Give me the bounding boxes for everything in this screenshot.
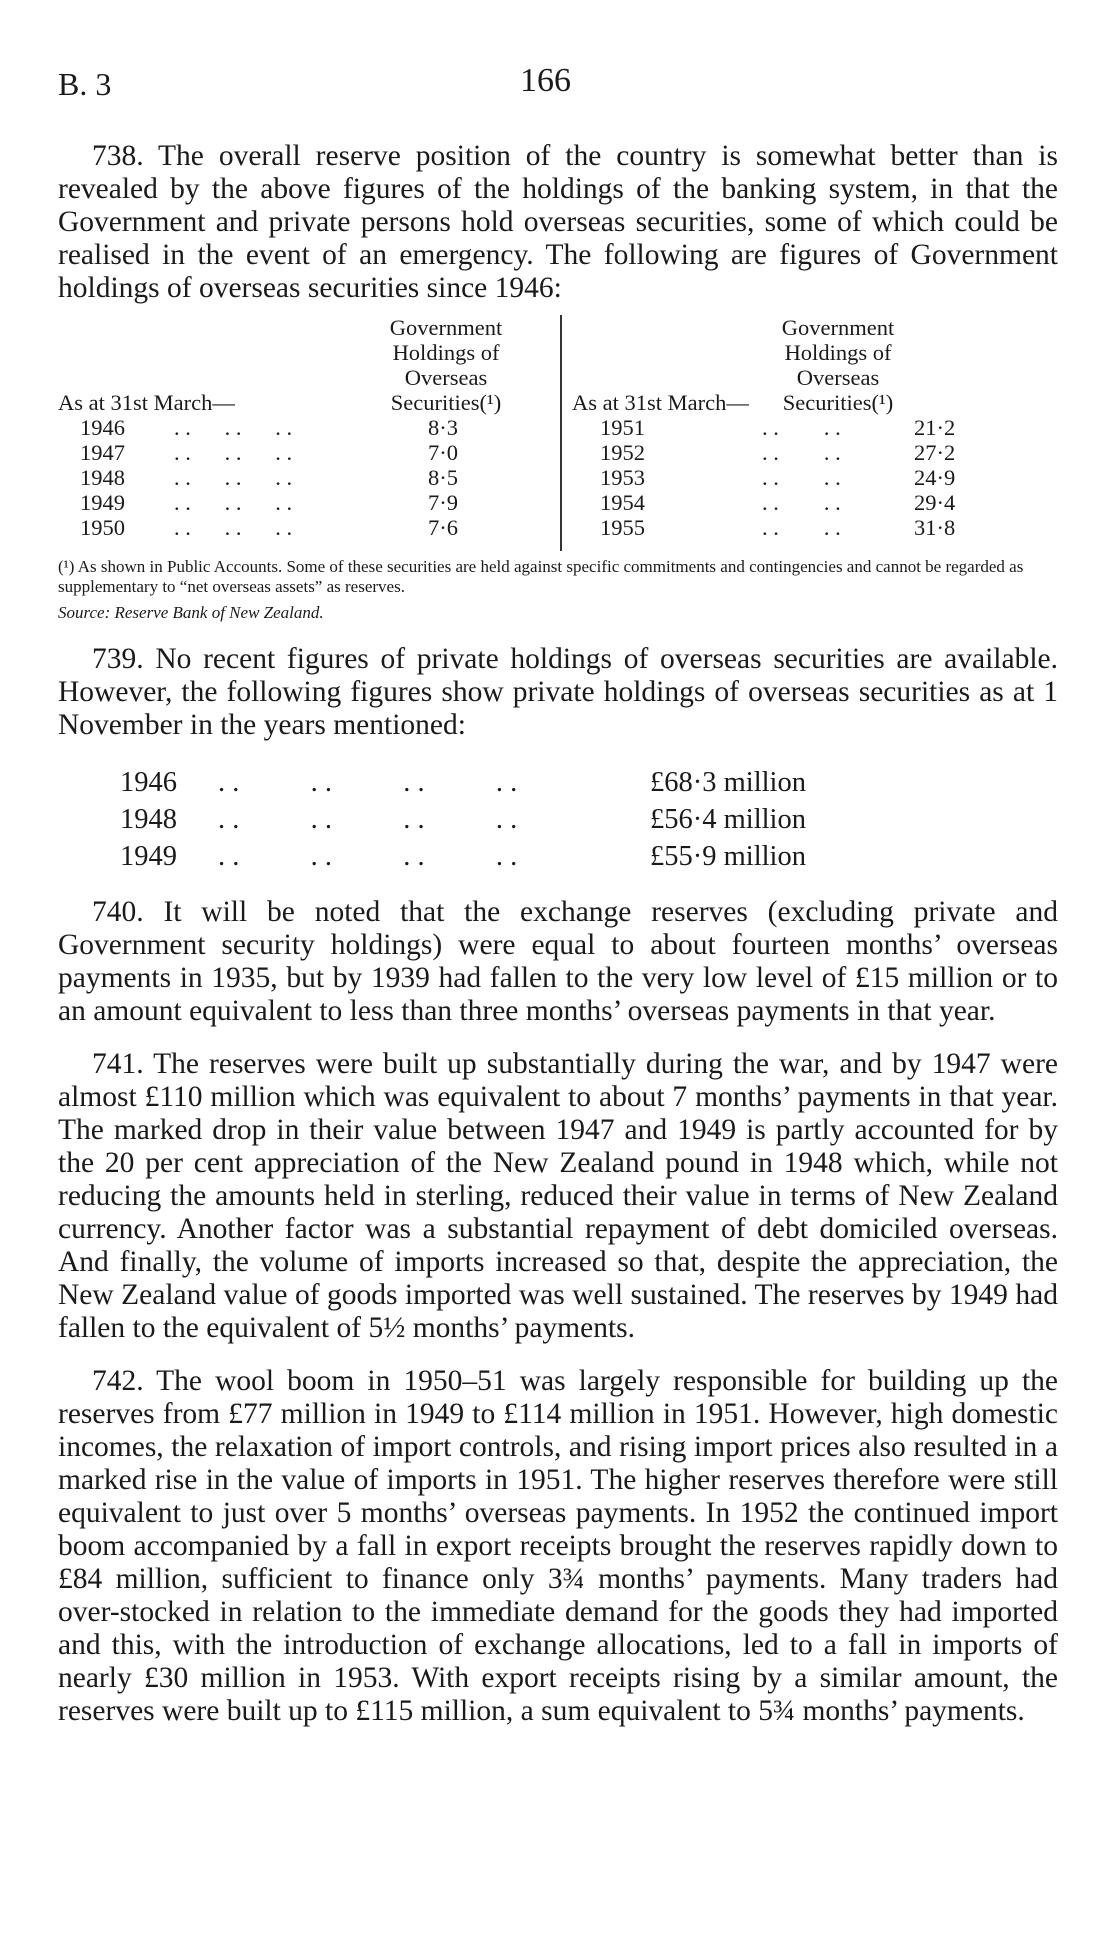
left-date-header: As at 31st March— — [58, 390, 235, 415]
table-row-value: 8·3 — [428, 415, 458, 440]
dot-leader: . . . . . . . . — [218, 767, 518, 798]
table-row: 1952 — [600, 440, 645, 465]
table-row-value: 31·8 — [914, 515, 956, 540]
table-row-value: 7·0 — [428, 440, 458, 465]
dot-leader: . . . . . . — [174, 515, 293, 540]
paragraph-739: 739. No recent figures of private holdings of overseas securities are available. However, the following figures show private holdings of overseas securities as at 1 November in the years mentioned: — [58, 643, 1058, 741]
dot-leader: . . . . — [762, 440, 841, 465]
row-year: 1949 — [80, 490, 125, 515]
dot-leader: . . . . . . . . — [218, 841, 518, 872]
dot-leader: . . . . . . . . — [218, 804, 518, 835]
header-line: Holdings of — [392, 340, 500, 365]
row-year: 1950 — [80, 515, 125, 540]
table-row — [80, 415, 125, 440]
table-row: 1951 — [600, 415, 645, 440]
table-row-value: £55·9 million — [650, 841, 806, 872]
dot-leader: . . . . . . — [174, 490, 293, 515]
header-line: Holdings of — [784, 340, 892, 365]
table-row-value: 21·2 — [914, 415, 956, 440]
dot-leader: . . . . — [762, 515, 841, 540]
paragraph-740: 740. It will be noted that the exchange reserves (excluding private and Government security holdings) were equal to about fourteen months’ overseas payments in 1935, but by 1939 had fallen to the very low level of £15 million or to an amount equivalent to less than three months’ overseas payments in that year. — [58, 896, 1058, 1027]
footnote: (¹) As shown in Public Accounts. Some of these securities are held against specific commitments and contingencies and cannot be regarded as supplementary to “net overseas assets” as reserves. — [58, 557, 1024, 596]
right-date-header: As at 31st March— — [572, 390, 749, 415]
page-header — [58, 62, 1058, 112]
document-page — [58, 62, 1058, 1728]
table-row — [80, 465, 125, 490]
section-code: B. 3 — [58, 66, 112, 102]
private-holdings-table — [58, 764, 1058, 876]
table-row — [80, 515, 125, 540]
paragraph-742: 742. The wool boom in 1950–51 was largely responsible for building up the reserves from £77 million in 1949 to £114 million in 1951. However, high domestic incomes, the relaxation of import controls, and rising import prices also resulted in a marked rise in the value of imports in 1951. The higher reserves therefore were still equivalent to just over 5 months’ overseas payments. In 1952 the continued import boom accompanied by a fall in export receipts brought the reserves rapidly down to £84 million, sufficient to finance only 3¾ months’ payments. Many traders had over-stocked in relation to the immediate demand for the goods they had imported and this, with the introduction of exchange allocations, led to a fall in imports of nearly £30 million in 1953. With export receipts rising by a similar amount, the reserves were built up to £115 million, a sum equivalent to 5¾ months’ payments. — [58, 1365, 1058, 1727]
table-row: 1955 — [600, 515, 645, 540]
page-number: 166 — [520, 62, 571, 99]
paragraph-738: 738. The overall reserve position of the country is somewhat better than is revealed by the above figures of the holdings of the banking system, in that the Government and private persons hold overseas securities, some of which could be realised in the event of an emergency. The following are figures of Government holdings of overseas securities since 1946: — [58, 140, 1058, 304]
row-year: 1946 — [80, 415, 125, 440]
table-row: 1948 — [120, 804, 177, 835]
left-value-header — [356, 315, 536, 415]
table-row-value: 7·6 — [428, 515, 458, 540]
paragraph-741: 741. The reserves were built up substantially during the war, and by 1947 were almost £110 million which was equivalent to about 7 months’ payments in that year. The marked drop in their value between 1947 and 1949 is partly accounted for by the 20 per cent appreciation of the New Zealand pound in 1948 which, while not reducing the amounts held in sterling, reduced their value in terms of New Zealand currency. Another factor was a substantial repayment of debt domiciled overseas. And finally, the volume of imports increased so that, despite the appreciation, the New Zealand value of goods imported was well sustained. The reserves by 1949 had fallen to the equivalent of 5½ months’ payments. — [58, 1048, 1058, 1344]
dot-leader: . . . . . . — [174, 465, 293, 490]
header-line: Government — [389, 315, 503, 340]
dot-leader: . . . . — [762, 490, 841, 515]
header-line: Overseas — [404, 365, 488, 390]
table-row — [80, 490, 125, 515]
header-line: Overseas — [796, 365, 880, 390]
government-holdings-table — [58, 315, 1058, 551]
table-notes — [58, 557, 1058, 623]
table-row-value: £68·3 million — [650, 767, 806, 798]
header-line: Securities(¹) — [782, 390, 894, 415]
dot-leader: . . . . . . — [174, 415, 293, 440]
table-row-value: 29·4 — [914, 490, 956, 515]
right-value-header — [748, 315, 928, 415]
row-year: 1947 — [80, 440, 125, 465]
table-row-value: 7·9 — [428, 490, 458, 515]
table-row-value: £56·4 million — [650, 804, 806, 835]
table-row-value: 24·9 — [914, 465, 956, 490]
dot-leader: . . . . — [762, 465, 841, 490]
column-divider — [560, 315, 562, 551]
table-row: 1953 — [600, 465, 645, 490]
source-note: Source: Reserve Bank of New Zealand. — [58, 603, 324, 622]
dot-leader: . . . . . . — [174, 440, 293, 465]
header-line: Government — [781, 315, 895, 340]
row-year: 1948 — [80, 465, 125, 490]
header-line: Securities(¹) — [390, 390, 502, 415]
table-row: 1954 — [600, 490, 645, 515]
table-row-value: 27·2 — [914, 440, 956, 465]
table-row — [80, 440, 125, 465]
dot-leader: . . . . — [762, 415, 841, 440]
table-row-value: 8·5 — [428, 465, 458, 490]
table-row: 1949 — [120, 841, 177, 872]
table-row: 1946 — [120, 767, 177, 798]
